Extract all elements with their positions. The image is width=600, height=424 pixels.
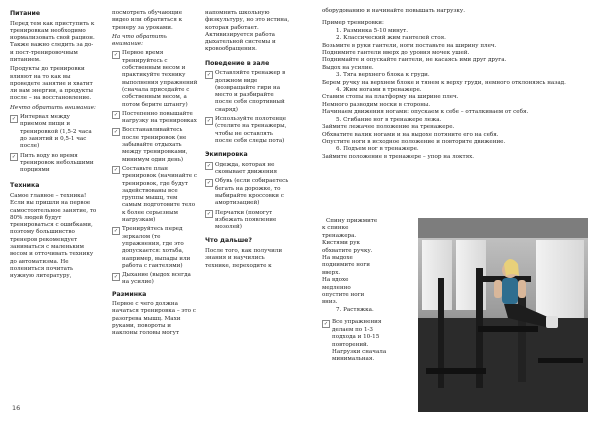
paragraph: напомнить школьную физкультуру, но это истина, которая работает. Активизируется работа дыхательной системы и кровообращения. — [205, 10, 290, 53]
paragraph: После того, как получили знания и научились технике, переходите к — [205, 247, 283, 269]
paragraph: посмотреть обучающие видео или обратиться к тренеру за уроками. — [112, 10, 183, 31]
checkmark-icon: ✓ — [206, 117, 212, 124]
workout-example-text — [322, 8, 584, 161]
bullet-item: ✓ Одежда, которая не сковывает движения — [206, 161, 278, 176]
paragraph: Продукты до тренировки влияют на то как вы проведете занятие и хватит ли вам энергии, а продукты после – на восстановление. — [10, 66, 93, 102]
page-number-left: 16 — [12, 404, 21, 412]
text-line: Возьмите в руки гантели, ноги поставьте на ширину плеч. — [322, 42, 497, 49]
left-column-2 — [112, 10, 198, 340]
text-line: Выдох на усилие. — [322, 64, 374, 71]
bullet-item: ✓ Постепенно повышайте нагрузку на тренировках — [113, 110, 197, 125]
checkmark-icon: ✓ — [206, 163, 212, 170]
text-line: 7. Растяжка. — [336, 306, 374, 313]
bullet-item: ✓ Перчатки (помогут избежать появление мозолей) — [206, 209, 277, 231]
bullet-item: ✓ Первое время тренируйтесь с собственным весом и практикуйте технику выполнения упражнений (сначала приседайте с собственным весом, а потом берите штангу) — [113, 50, 198, 108]
checkmark-icon: ✓ — [113, 51, 119, 58]
text-line: На вдохе — [322, 277, 349, 284]
checkmark-icon: ✓ — [206, 179, 212, 186]
text-line: тренажера. — [322, 232, 357, 239]
checkmark-icon: ✓ — [323, 320, 329, 327]
text-line: медленно — [322, 284, 351, 291]
gym-photo-illustration — [418, 218, 588, 412]
checkmark-icon: ✓ — [11, 154, 17, 161]
text-line: На выдохе — [322, 255, 353, 262]
text-line: 2. Классический жим гантелей стоя. — [336, 35, 446, 42]
heading-warmup: Разминка — [112, 290, 147, 298]
subheading: Нечто обратить внимание: — [10, 104, 96, 111]
subheading: На что обратить внимание: — [112, 33, 167, 48]
leg-raise-text — [322, 218, 414, 366]
text-line: вниз. — [322, 299, 338, 306]
paragraph: Самое главное – техника! Если вы пришли на первое самостоятельное занятие, то 80% людей будут тренироваться с ошибками, поэтому большинство тренеров рекомендует заниматься с маленьким весом и отточивать технику до автоматизма. Не полениться почитать нужную литературу, — [10, 192, 97, 280]
checkmark-icon: ✓ — [11, 115, 17, 122]
bullet-item: ✓ Оставляйте тренажер в должном виде (возвращайте гири на место и разбирайте после себя спортивный снаряд) — [206, 70, 286, 113]
bullet-item: ✓ Пить воду во время тренировок небольшими порциями — [11, 152, 94, 174]
text-line: Кистями рук — [322, 240, 361, 247]
bullet-item: ✓ Обувь (если собираетесь бегать на дорожке, то выбирайте кроссовки с амортизацией) — [206, 178, 289, 207]
gym-photo — [418, 218, 588, 412]
paragraph: Первое с чего должна начаться тренировка – это с разогрева мышц. Махи руками, повороты и наклоны головы могут — [112, 301, 196, 337]
checkmark-icon: ✓ — [206, 71, 212, 78]
text-line: Пример тренировки: — [322, 20, 384, 27]
text-line: обхватите ручку. — [322, 247, 373, 254]
left-column-1 — [10, 10, 98, 283]
text-line: Поднимайте и опускайте гантели, не касаясь ими друг друга. — [322, 57, 507, 64]
bullet-item: ✓ Все упражнения делаем по 1-3 подхода и 10-15 повторений. Нагрузки сначала минимальная. — [323, 319, 387, 363]
heading-equipment: Экипировка — [205, 151, 248, 159]
bullet-item: ✓ Составьте план тренировок (начинайте с тренировок, где будут задействованы все группы мышц, тем самым подготовите тело к более серьезным нагрузкам) — [113, 165, 197, 224]
text-line: Немного разводим носки в стороны. — [322, 101, 431, 108]
text-line: 6. Подъем ног в тренажере. — [336, 146, 419, 153]
text-line: Начинаем движения ногами: опускаем к себе – отталкиваем от себя. — [322, 109, 529, 116]
bullet-item: ✓ Используйте полотенце (стелите на тренажеры, чтобы не оставлять после себя следы пота) — [206, 116, 287, 144]
left-column-3 — [205, 10, 291, 272]
text-line: к спинке — [322, 225, 349, 232]
checkmark-icon: ✓ — [113, 227, 119, 234]
heading-gym-behavior: Поведение в зале — [205, 59, 270, 67]
checkmark-icon: ✓ — [113, 112, 119, 119]
paragraph: Перед тем как приступить к тренировкам необходимо нормализовать свой рацион. Также важно следить за до- и пост-тренировочным питанием. — [10, 20, 95, 63]
text-line: вверх. — [322, 269, 341, 276]
bullet-item: ✓ Интервал между приемом пищи и тренировкой (1,5-2 часа до занятий и 0,5-1 час после) — [11, 114, 92, 150]
bullet-item: ✓ Восстанавливайтесь после тренировок (не забывайте отдыхать между тренировками, минимум один день) — [113, 127, 188, 163]
text-line: Опустите ноги в исходное положение и повторите движение. — [322, 138, 506, 145]
text-line: 4. Жим ногами в тренажере. — [336, 87, 422, 94]
text-line: 3. Тяга верхнего блока к груди. — [336, 72, 430, 79]
text-line: Берем ручку на верхнем блоке и тянем к верху груди, немного отклоняясь назад. — [322, 79, 566, 86]
text-line: 1. Разминка 5-10 минут. — [336, 27, 408, 34]
heading-technique: Техника — [10, 182, 40, 190]
text-line: Поднимите гантели вверх до уровня мочек ушей. — [322, 50, 470, 57]
text-line: Обхватите валик ногами и на выдохе потяните его на себя. — [322, 131, 499, 138]
text-line: Займите положение в тренажере – упор на локтях. — [322, 153, 475, 160]
checkmark-icon: ✓ — [206, 211, 212, 218]
text-line: Спину прижмите — [326, 218, 378, 224]
text-line: Ставим стопы на платформу на ширине плеч. — [322, 94, 459, 101]
checkmark-icon: ✓ — [113, 128, 119, 135]
checkmark-icon: ✓ — [113, 273, 119, 280]
text-line: оборудованию и начинайте повышать нагрузку. — [322, 8, 465, 14]
heading-nutrition: Питание — [10, 10, 41, 17]
text-line: 5. Сгибание ног в тренажере лежа. — [336, 116, 442, 123]
bullet-item: ✓ Тренируйтесь перед зеркалом (те упражнения, где это допускается: хотьба, например, выпады или работа с гантелями) — [113, 226, 191, 269]
checkmark-icon: ✓ — [113, 167, 119, 174]
text-line: опустите ноги — [322, 292, 365, 299]
heading-whats-next: Что дальше? — [205, 237, 252, 245]
text-line: поднимите ноги — [322, 262, 371, 269]
bullet-item: ✓ Дыхание (выдох всегда на усилие) — [113, 272, 191, 286]
text-line: Займите лежачее положение на тренажере. — [322, 124, 455, 131]
